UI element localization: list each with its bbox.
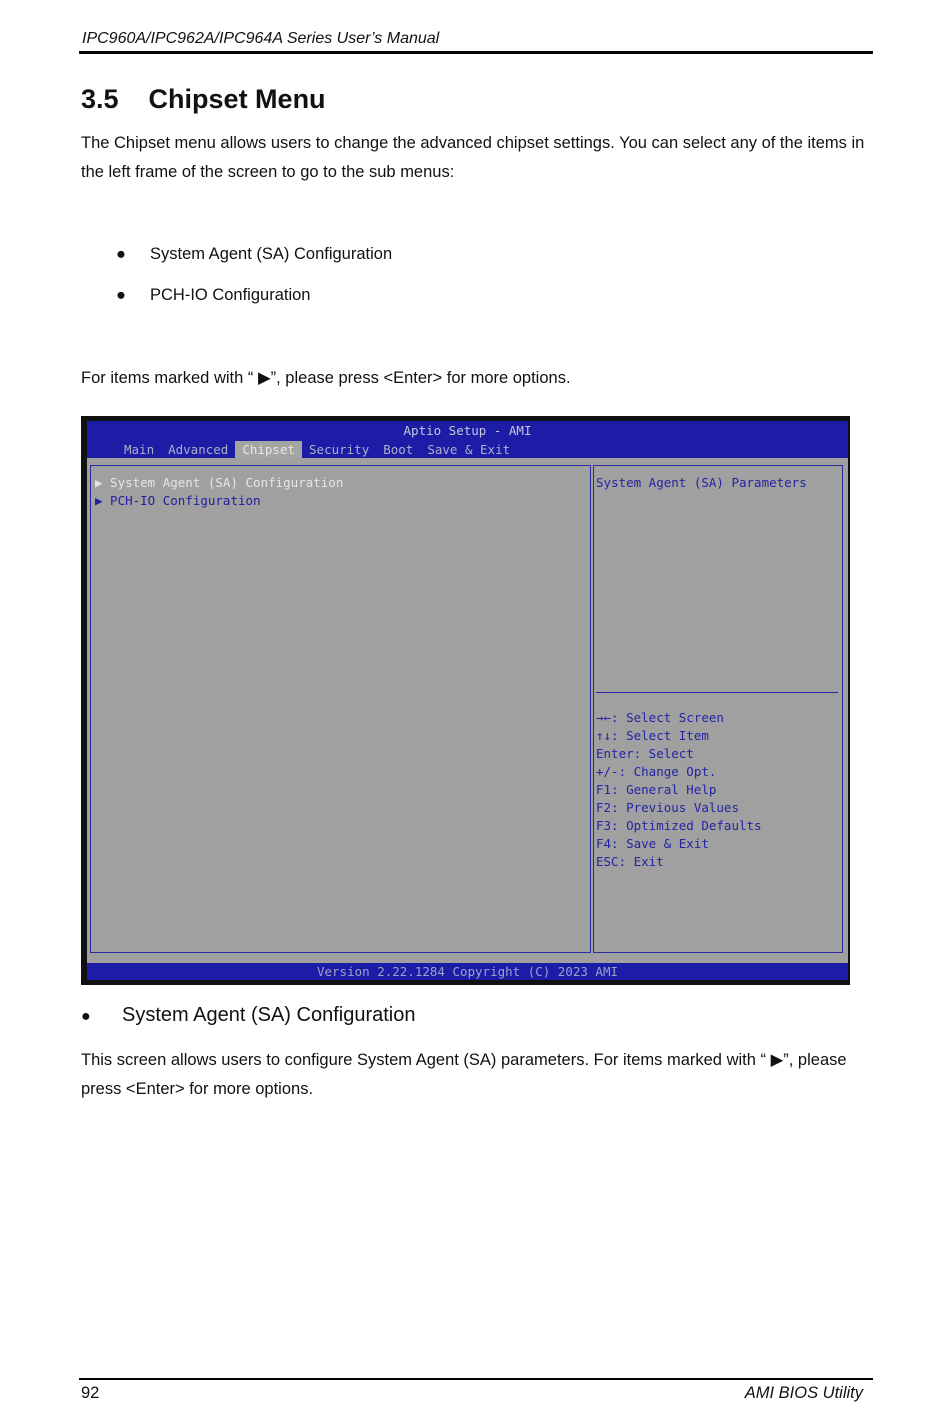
key-hint: Enter: Select bbox=[596, 746, 694, 761]
sub-heading: ● System Agent (SA) Configuration bbox=[81, 1004, 416, 1026]
key-hint: F2: Previous Values bbox=[596, 800, 739, 815]
footer-rule bbox=[79, 1378, 873, 1380]
tab-save-exit[interactable]: Save & Exit bbox=[427, 442, 511, 457]
tab-main[interactable]: Main bbox=[124, 442, 155, 457]
sub-heading-text: System Agent (SA) Configuration bbox=[122, 1004, 416, 1026]
bios-title: Aptio Setup - AMI bbox=[403, 423, 532, 438]
key-hint: ↑↓: Select Item bbox=[596, 728, 709, 743]
bullet-item: ● PCH-IO Configuration bbox=[116, 286, 311, 304]
intro-paragraph: The Chipset menu allows users to change the advanced chipset settings. You can select any of the items in the left frame of the screen to go to the sub menus: bbox=[81, 134, 865, 181]
menu-item-system-agent[interactable]: ▶ System Agent (SA) Configuration bbox=[95, 475, 344, 490]
key-hint: →←: Select Screen bbox=[596, 710, 724, 725]
key-hint: ESC: Exit bbox=[596, 854, 664, 869]
section-heading bbox=[81, 84, 326, 115]
key-hint: +/-: Change Opt. bbox=[596, 764, 717, 779]
key-hint: F3: Optimized Defaults bbox=[596, 818, 762, 833]
running-header: IPC960A/IPC962A/IPC964A Series User’s Manual bbox=[82, 30, 440, 47]
section-number: 3.5 bbox=[81, 84, 119, 114]
bullet-text: System Agent (SA) Configuration bbox=[150, 245, 393, 263]
note-paragraph: For items marked with “ ▶”, please press <Enter> for more options. bbox=[81, 369, 571, 387]
help-text: System Agent (SA) Parameters bbox=[596, 475, 807, 490]
bios-title-bar bbox=[87, 421, 848, 458]
tab-security[interactable]: Security bbox=[309, 442, 370, 457]
bullet-item: ● System Agent (SA) Configuration bbox=[116, 245, 393, 263]
bios-version-bar: Version 2.22.1284 Copyright (C) 2023 AMI bbox=[87, 963, 848, 980]
section-title: Chipset Menu bbox=[148, 84, 326, 114]
tab-advanced[interactable]: Advanced bbox=[168, 442, 229, 457]
bios-screenshot bbox=[81, 416, 850, 985]
footer-title: AMI BIOS Utility bbox=[744, 1384, 863, 1402]
tab-chipset[interactable]: Chipset bbox=[235, 441, 302, 458]
key-hint: F4: Save & Exit bbox=[596, 836, 709, 851]
bullet-text: PCH-IO Configuration bbox=[150, 286, 311, 304]
tab-boot[interactable]: Boot bbox=[383, 442, 414, 457]
help-divider bbox=[596, 692, 838, 693]
bios-tabs bbox=[117, 441, 517, 458]
bios-body bbox=[87, 458, 848, 963]
menu-item-pch-io[interactable]: ▶ PCH-IO Configuration bbox=[95, 493, 261, 508]
header-rule bbox=[79, 51, 873, 54]
page-number: 92 bbox=[81, 1384, 100, 1402]
bios-help-frame bbox=[593, 465, 843, 953]
key-hint: F1: General Help bbox=[596, 782, 717, 797]
bios-left-frame bbox=[90, 465, 591, 953]
sub-paragraph: This screen allows users to configure System Agent (SA) parameters. For items marked with “ ▶”, please press <Enter> for more options. bbox=[81, 1051, 847, 1098]
